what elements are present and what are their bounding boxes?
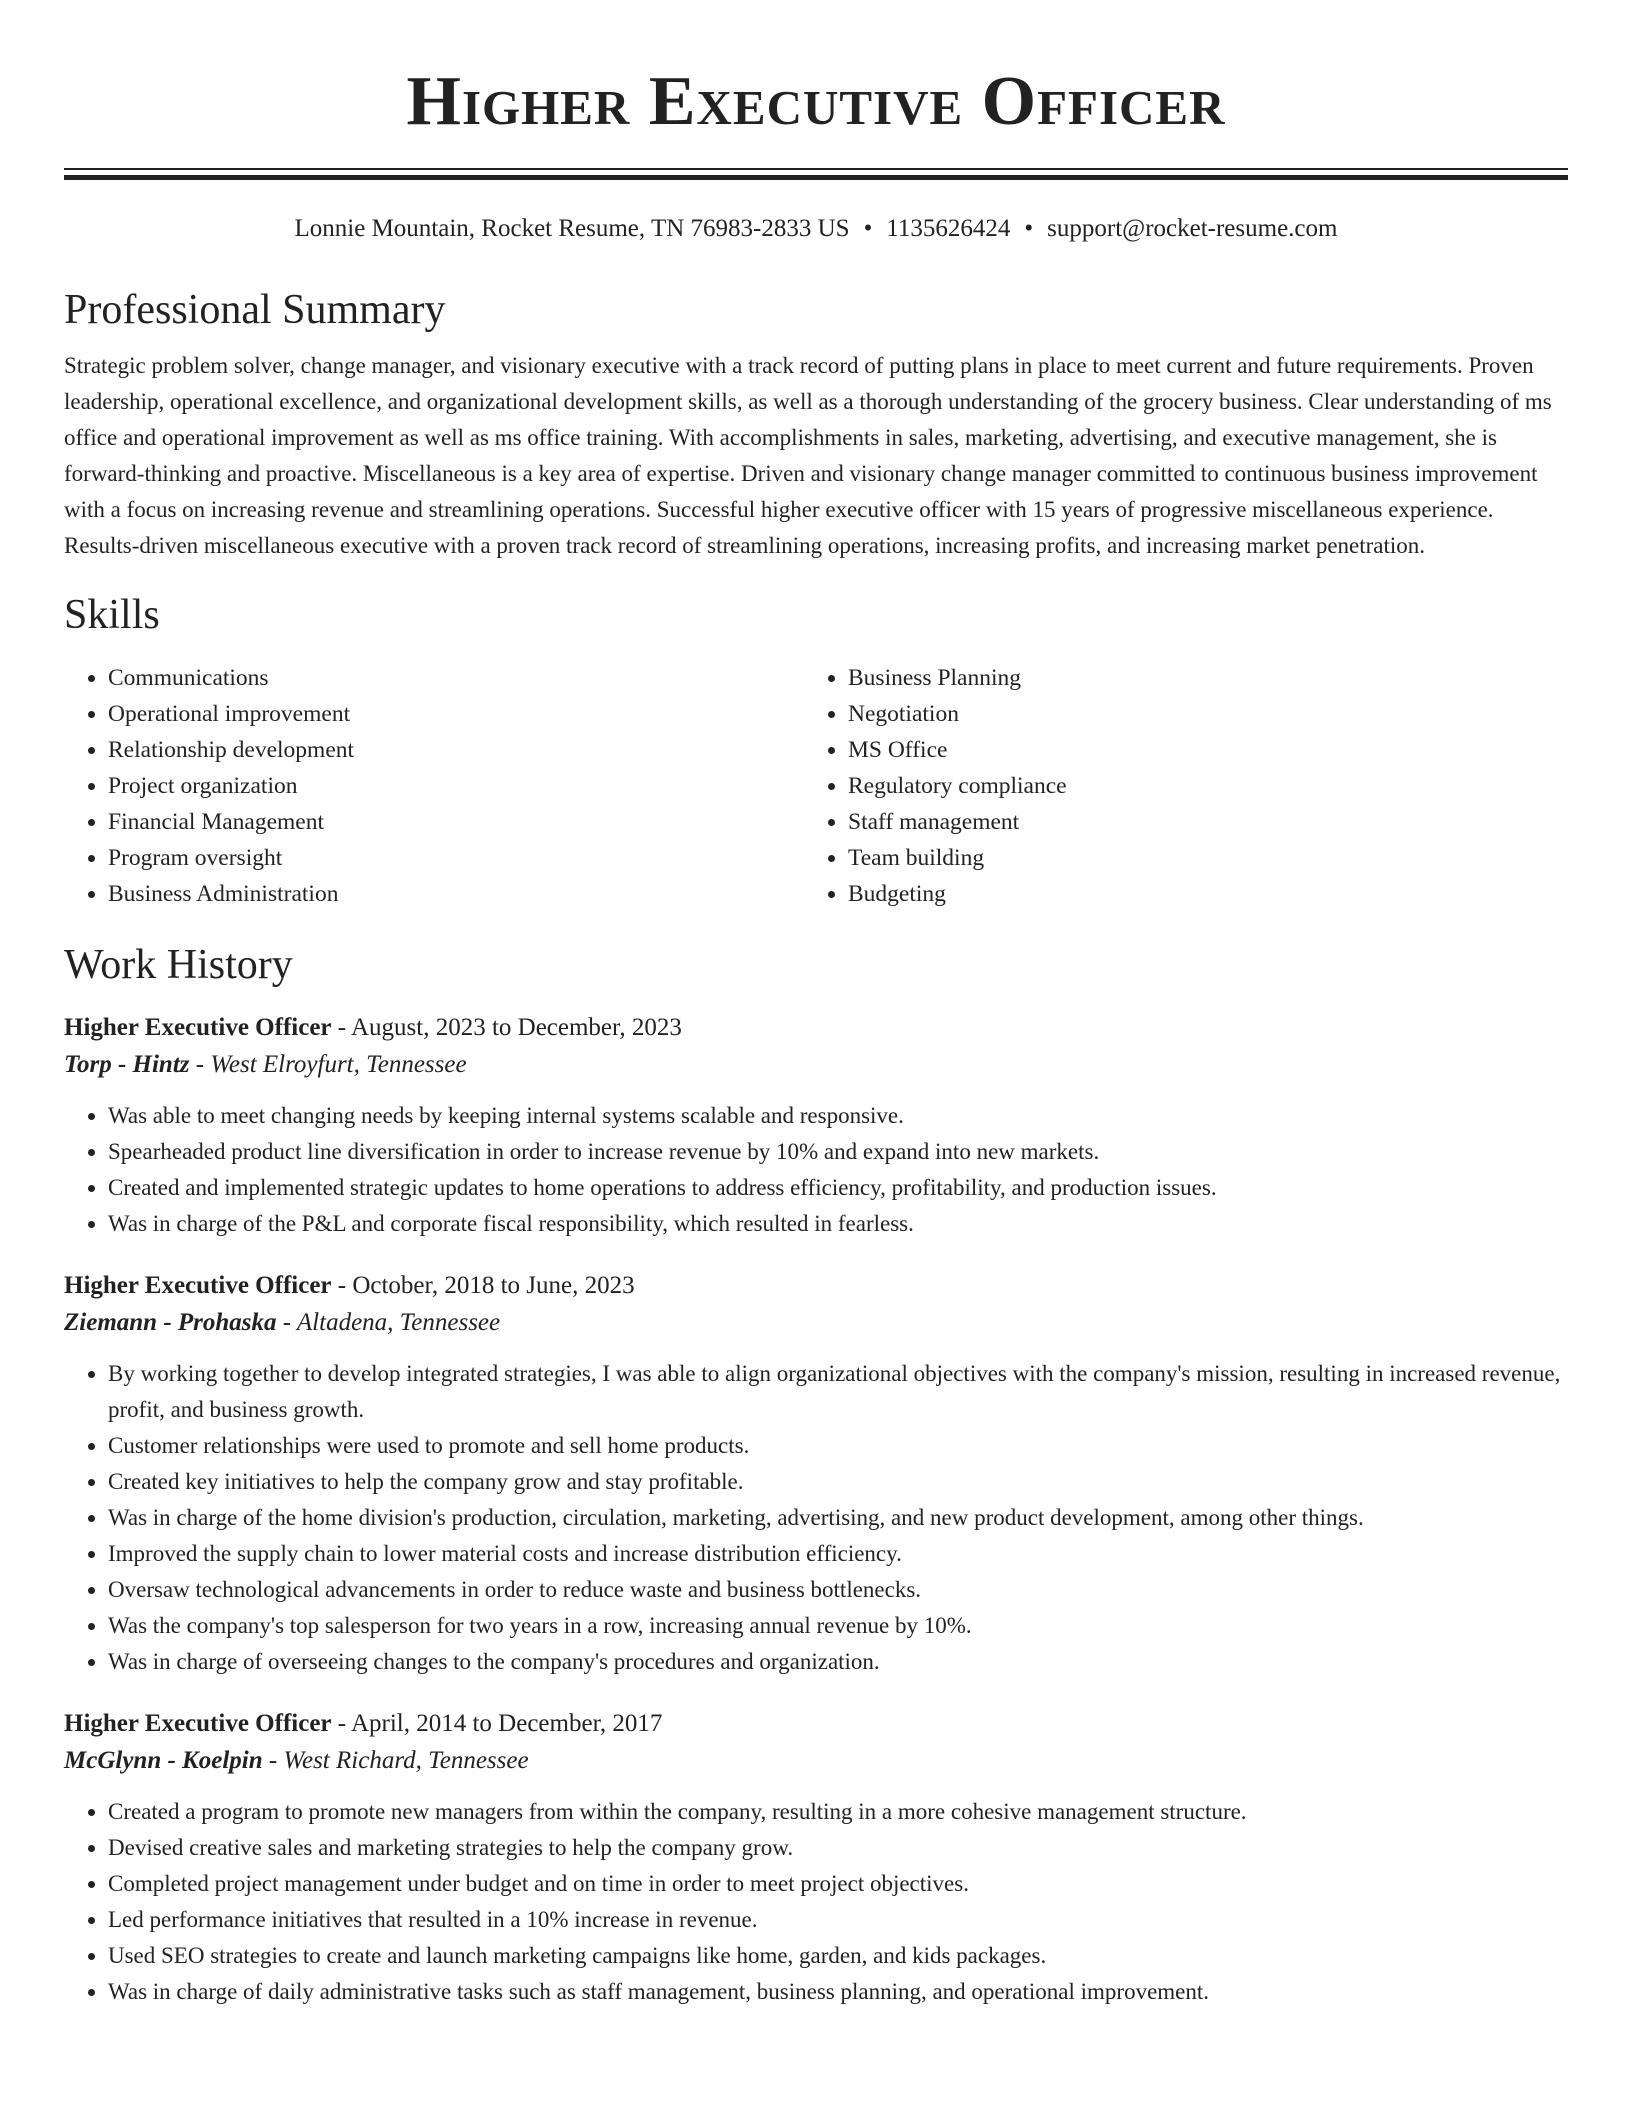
job-header [64,1010,1568,1046]
job-bullets [64,1356,1568,1680]
skill-item: • Project organization [108,768,804,804]
job-bullet: • Was in charge of overseeing changes to the company's procedures and organization. [108,1644,1568,1680]
job-company: Torp - Hintz [64,1051,190,1078]
work-history-heading: Work History [64,942,293,988]
job-bullet: • Was in charge of daily administrative tasks such as staff management, business planning, and operational improvement. [108,1974,1568,2010]
header-divider-thick [64,175,1568,180]
job-bullets [64,1794,1568,2010]
job-bullet: • Created a program to promote new managers from within the company, resulting in a more cohesive management structure. [108,1794,1568,1830]
work-history-list [64,1010,1568,2010]
job-bullet: • By working together to develop integrated strategies, I was able to align organizational objectives with the company's mission, resulting in increased revenue, profit, and business growth. [108,1356,1568,1428]
job-header [64,1706,1568,1742]
job-dates: - April, 2014 to December, 2017 [331,1710,663,1737]
job-dates: - August, 2023 to December, 2023 [331,1014,682,1041]
skill-item: • Team building [848,840,1544,876]
job-bullet: • Spearheaded product line diversification in order to increase revenue by 10% and expand into new markets. [108,1134,1568,1170]
job-entry [64,1010,1568,1242]
job-bullet: • Created key initiatives to help the company grow and stay profitable. [108,1464,1568,1500]
job-header [64,1268,1568,1304]
job-company-line [64,1304,1568,1342]
summary-text: Strategic problem solver, change manager, and visionary executive with a track record of putting plans in place to meet current and future requirements. Proven leadership, operational excellence, and organizational development skills, as well as a thorough understanding of the grocery business. Clear understanding of ms office and operational improvement as well as ms office training. With accomplishments in sales, marketing, advertising, and executive management, she is forward-thinking and proactive. Miscellaneous is a key area of expertise. Driven and visionary change manager committed to continuous business improvement with a focus on increasing revenue and streamlining operations. Successful higher executive officer with 15 years of progressive miscellaneous experience. Results-driven miscellaneous executive with a proven track record of streamlining operations, increasing profits, and increasing market penetration. [64,353,1552,558]
skill-item: • Operational improvement [108,696,804,732]
job-bullet: • Was able to meet changing needs by keeping internal systems scalable and responsive. [108,1098,1568,1134]
header-divider-thin [64,168,1568,170]
contact-separator: • [1024,215,1034,242]
job-bullet: • Improved the supply chain to lower material costs and increase distribution efficiency. [108,1536,1568,1572]
contact-phone: 1135626424 [886,215,1011,242]
job-bullet: • Was in charge of the home division's production, circulation, marketing, advertising, and new product development, among other things. [108,1500,1568,1536]
job-bullet: • Led performance initiatives that resulted in a 10% increase in revenue. [108,1902,1568,1938]
skills-list [64,660,1568,912]
job-bullet: • Was in charge of the P&L and corporate fiscal responsibility, which resulted in fearless. [108,1206,1568,1242]
job-bullets [64,1098,1568,1242]
summary-heading: Professional Summary [64,287,446,333]
skill-item: • Negotiation [848,696,1544,732]
job-bullet: • Was the company's top salesperson for two years in a row, increasing annual revenue by 10%. [108,1608,1568,1644]
job-bullet: • Devised creative sales and marketing strategies to help the company grow. [108,1830,1568,1866]
contact-line [64,213,1568,245]
skills-column-right [804,660,1544,912]
job-bullet: • Customer relationships were used to promote and sell home products. [108,1428,1568,1464]
skill-item: • Relationship development [108,732,804,768]
skill-item: • Program oversight [108,840,804,876]
skill-item: • Budgeting [848,876,1544,912]
contact-separator: • [863,215,873,242]
skill-item: • Staff management [848,804,1544,840]
resume-name-title: Higher Executive Officer [406,63,1226,140]
job-title: Higher Executive Officer [64,1272,332,1299]
job-location: - West Richard, Tennessee [262,1747,529,1774]
job-bullet: • Oversaw technological advancements in order to reduce waste and business bottlenecks. [108,1572,1568,1608]
job-title: Higher Executive Officer [64,1014,332,1041]
skills-column-left [64,660,804,912]
job-entry [64,1706,1568,2010]
skill-item: • Communications [108,660,804,696]
job-company-line [64,1742,1568,1780]
job-bullet: • Used SEO strategies to create and launch marketing campaigns like home, garden, and kids packages. [108,1938,1568,1974]
skill-item: • Business Administration [108,876,804,912]
contact-address: Lonnie Mountain, Rocket Resume, TN 76983-2833 US [294,215,850,242]
job-bullet: • Completed project management under budget and on time in order to meet project objectives. [108,1866,1568,1902]
skill-item: • Business Planning [848,660,1544,696]
contact-email: support@rocket-resume.com [1047,215,1338,242]
job-company: McGlynn - Koelpin [64,1747,263,1774]
job-location: - West Elroyfurt, Tennessee [189,1051,467,1078]
skill-item: • Regulatory compliance [848,768,1544,804]
skill-item: • MS Office [848,732,1544,768]
job-dates: - October, 2018 to June, 2023 [331,1272,635,1299]
job-company-line [64,1046,1568,1084]
job-bullet: • Created and implemented strategic updates to home operations to address efficiency, profitability, and production issues. [108,1170,1568,1206]
job-company: Ziemann - Prohaska [64,1309,277,1336]
skill-item: • Financial Management [108,804,804,840]
job-title: Higher Executive Officer [64,1710,332,1737]
job-location: - Altadena, Tennessee [276,1309,501,1336]
skills-heading: Skills [64,592,160,638]
job-entry [64,1268,1568,1680]
